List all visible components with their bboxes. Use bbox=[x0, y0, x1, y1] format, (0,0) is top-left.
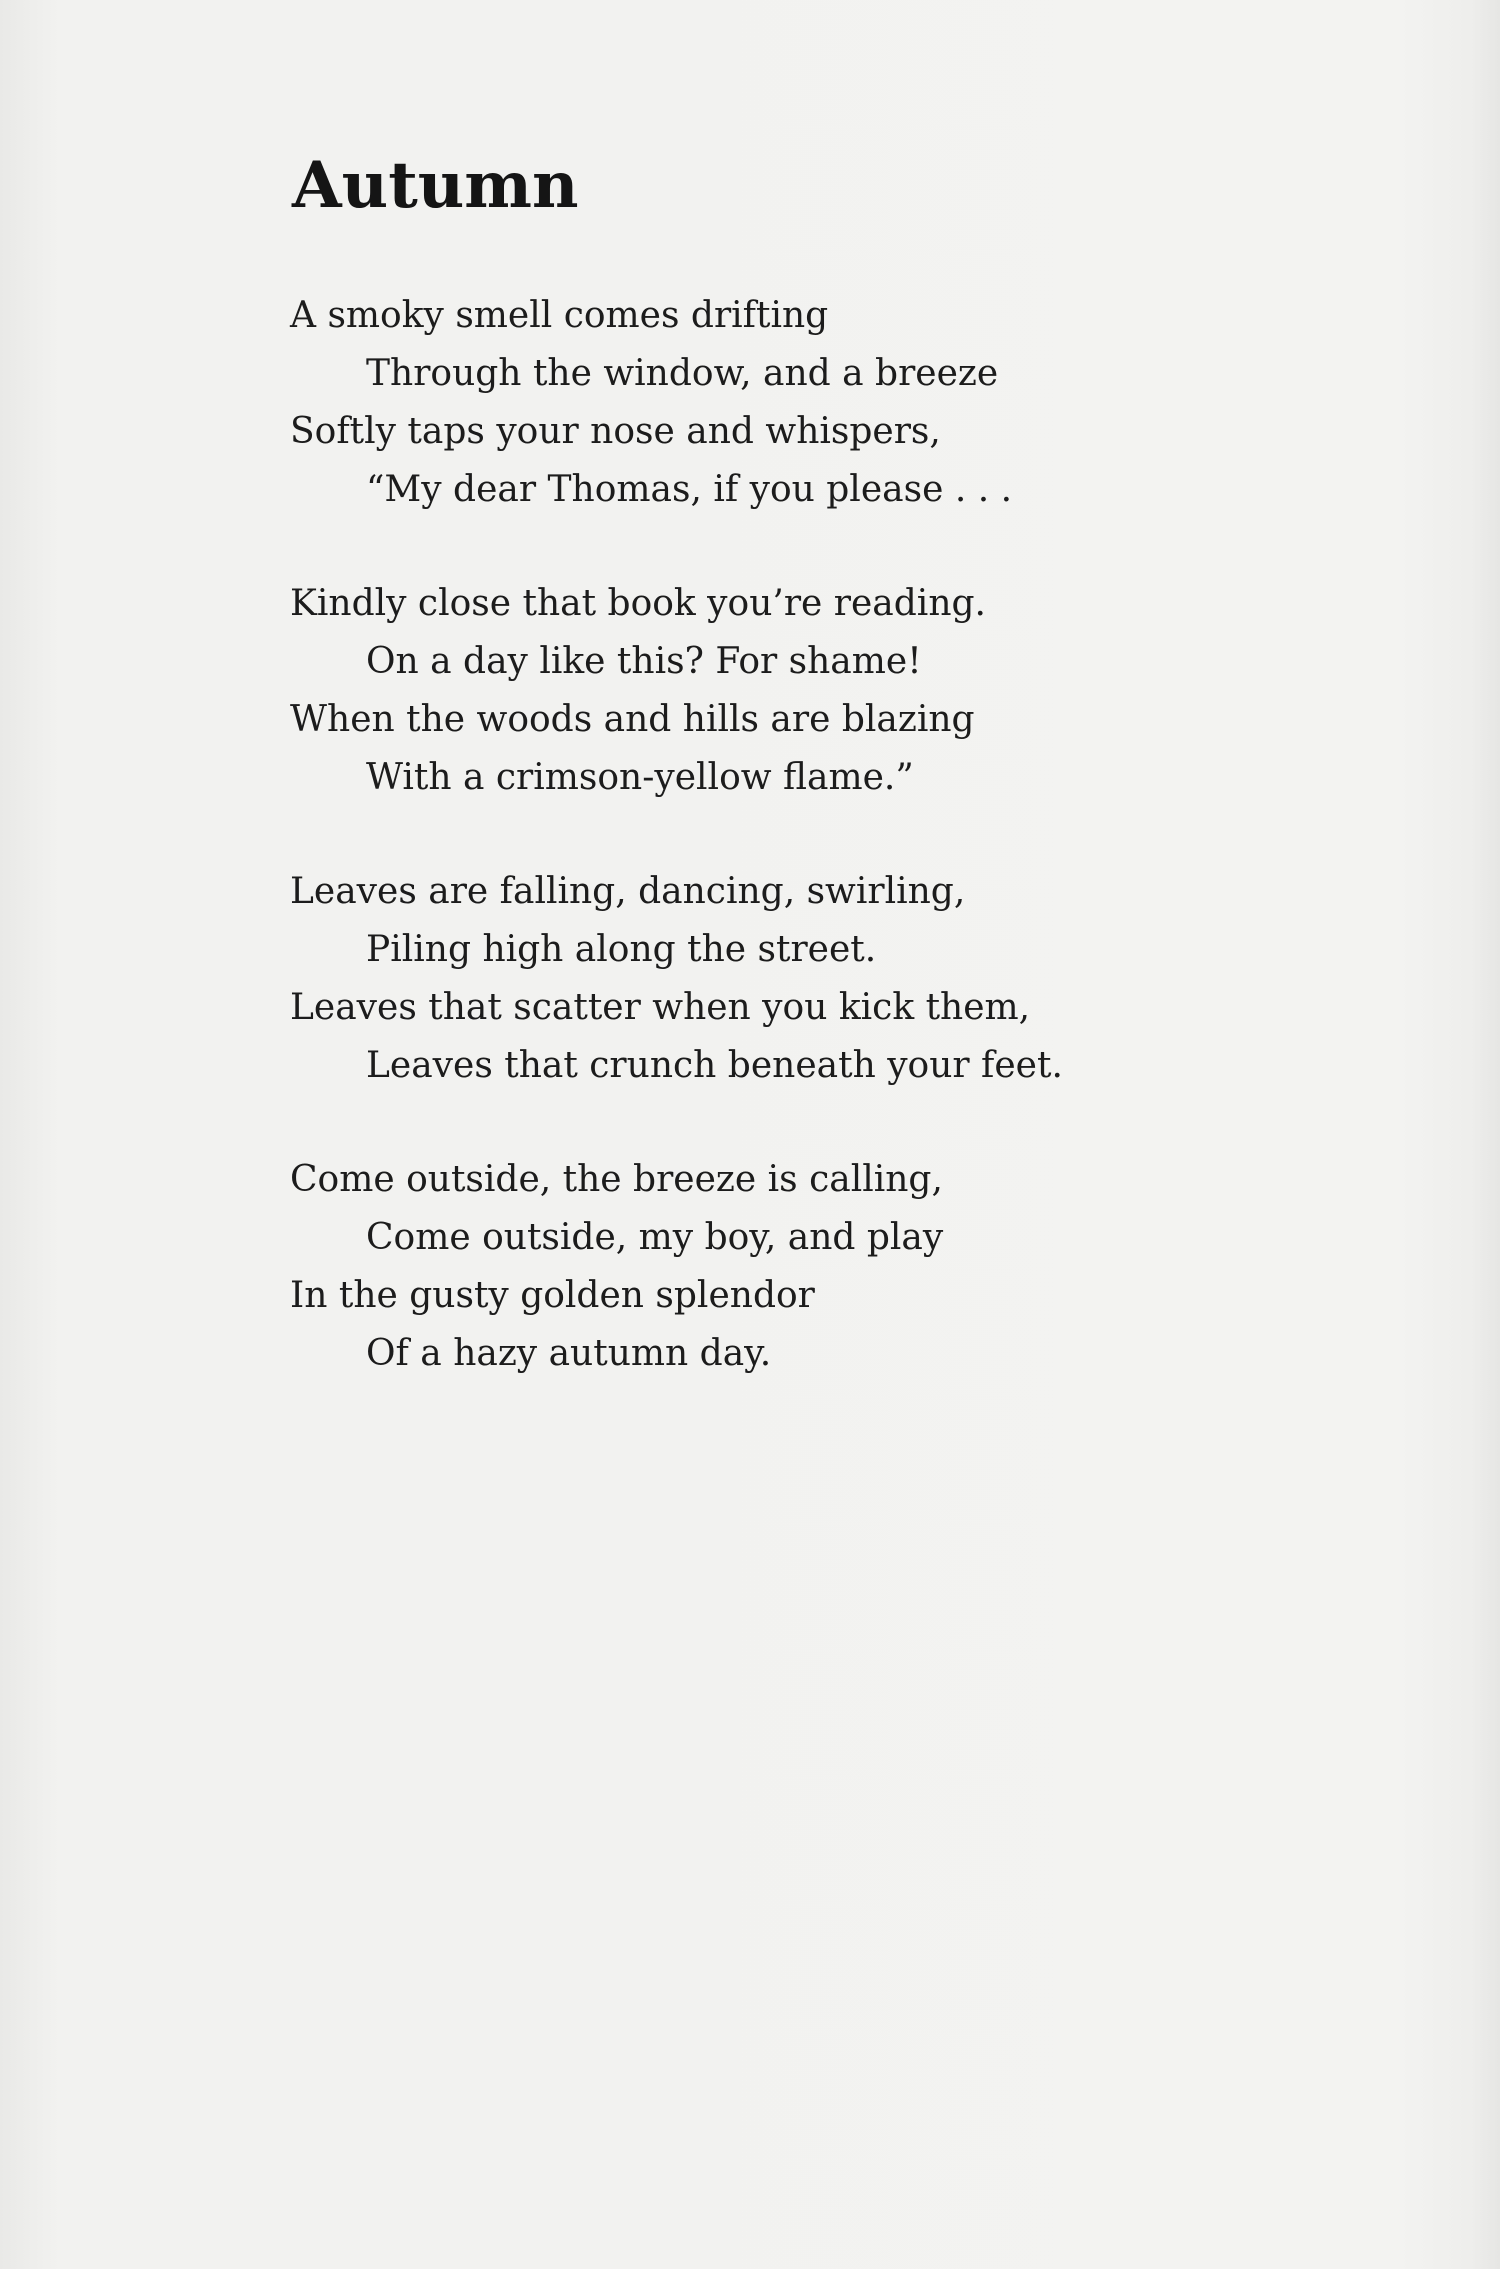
poem-line: Come outside, the breeze is calling, bbox=[290, 1159, 943, 1200]
stanza-3 bbox=[290, 863, 1190, 1095]
poem-line: When the woods and hills are blazing bbox=[290, 699, 975, 740]
poem-line: Softly taps your nose and whispers, bbox=[290, 411, 941, 452]
stanza-2 bbox=[290, 575, 1190, 807]
poem-line: With a crimson-yellow flame.” bbox=[366, 757, 914, 798]
poem-line: Piling high along the street. bbox=[366, 929, 877, 970]
poem-line: Leaves that scatter when you kick them, bbox=[290, 987, 1031, 1028]
poem-line: Leaves are falling, dancing, swirling, bbox=[290, 871, 966, 912]
poem-line: Of a hazy autumn day. bbox=[366, 1333, 772, 1374]
poem-line: Through the window, and a breeze bbox=[366, 353, 999, 394]
poem-line: “My dear Thomas, if you please . . . bbox=[366, 469, 1013, 510]
poem-line: A smoky smell comes drifting bbox=[290, 295, 829, 336]
poem-line: Kindly close that book you’re reading. bbox=[290, 583, 986, 624]
stanza-1 bbox=[290, 287, 1190, 519]
poem-body bbox=[290, 287, 1190, 1439]
stanza-4 bbox=[290, 1151, 1190, 1383]
poem-title: Autumn bbox=[292, 148, 579, 223]
poem-line: In the gusty golden splendor bbox=[290, 1275, 815, 1316]
poem-line: On a day like this? For shame! bbox=[366, 641, 922, 682]
poem-line: Leaves that crunch beneath your feet. bbox=[366, 1045, 1063, 1086]
poem-line: Come outside, my boy, and play bbox=[366, 1217, 944, 1258]
